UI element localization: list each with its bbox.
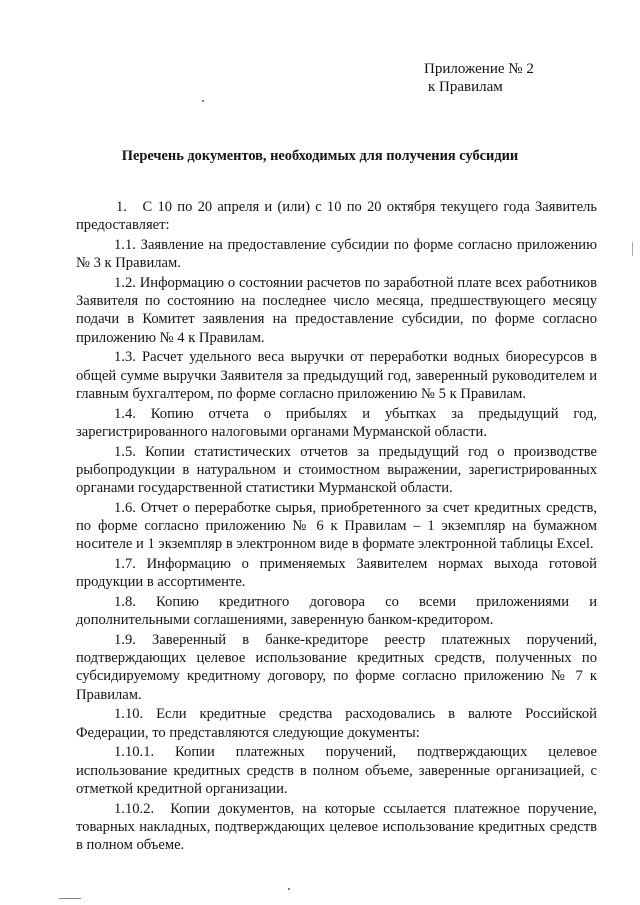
appendix-reference [424, 60, 534, 96]
paragraph-1: 1. С 10 по 20 апреля и (или) с 10 по 20 октября текущего года Заявитель предоставляет: [76, 199, 597, 234]
paragraph-1-10-1: 1.10.1. Копии платежных поручений, подтверждающих целевое использование кредитных средств в полном объеме, заверенные организацией, с отметкой кредитной организации. [76, 744, 597, 797]
paragraph-1-7: 1.7. Информацию о применяемых Заявителем нормах выхода готовой продукции в ассортименте. [76, 556, 597, 591]
scan-edge-mark [632, 242, 633, 256]
paragraph-1-9: 1.9. Заверенный в банке-кредиторе реестр платежных поручений, подтверждающих целевое использование кредитных средств, полученных по субсидируемому кредитному договору, по форме согласно приложению № 7 к Правилам. [76, 632, 597, 703]
paragraph-1-8: 1.8. Копию кредитного договора со всеми приложениями и дополнительными соглашениями, заверенную банком-кредитором. [76, 594, 597, 629]
paragraph-1-6: 1.6. Отчет о переработке сырья, приобретенного за счет кредитных средств, по форме согласно приложению № 6 к Правилам – 1 экземпляр на бумажном носителе и 1 экземпляр в электронном виде в формате электронной таблицы Excel. [76, 499, 597, 553]
paragraph-1-1: 1.1. Заявление на предоставление субсидии по форме согласно приложению № 3 к Правилам. [76, 237, 597, 272]
paragraph-1-4: 1.4. Копию отчета о прибылях и убытках за предыдущий год, зарегистрированного налоговыми органами Мурманской области. [76, 405, 597, 440]
paragraph-1-5: 1.5. Копии статистических отчетов за предыдущий год о производстве рыбопродукции в натуральном и стоимостном выражении, зарегистрированных органами государственной статистики Мурманской области. [76, 443, 597, 497]
footnote-rule [59, 898, 81, 899]
paragraph-1-10: 1.10. Если кредитные средства расходовались в валюте Российской Федерации, то представляются следующие документы: [76, 706, 597, 741]
document-title: Перечень документов, необходимых для получения субсидии [121, 148, 519, 164]
document-body [76, 198, 597, 854]
scan-speck [288, 888, 290, 890]
paragraph-1-2: 1.2. Информацию о состоянии расчетов по заработной плате всех работников Заявителя по состоянию на последнее число месяца, предшествующего месяцу подачи в Комитет заявления на предоставление субсидии, по форме согласно приложению № 4 к Правилам. [76, 275, 597, 346]
appendix-number: Приложение № 2 [424, 61, 534, 77]
paragraph-1-3: 1.3. Расчет удельного веса выручки от переработки водных биоресурсов в общей сумме выручки Заявителя за предыдущий год, заверенный руководителем и главным бухгалтером, по форме согласно приложению № 5 к Правилам. [76, 349, 597, 402]
appendix-rules-ref: к Правилам [428, 79, 503, 95]
paragraph-1-10-2: 1.10.2. Копии документов, на которые ссылается платежное поручение, товарных накладных, подтверждающих целевое использование кредитных средств в полном объеме. [76, 800, 597, 854]
scan-speck [202, 100, 204, 102]
